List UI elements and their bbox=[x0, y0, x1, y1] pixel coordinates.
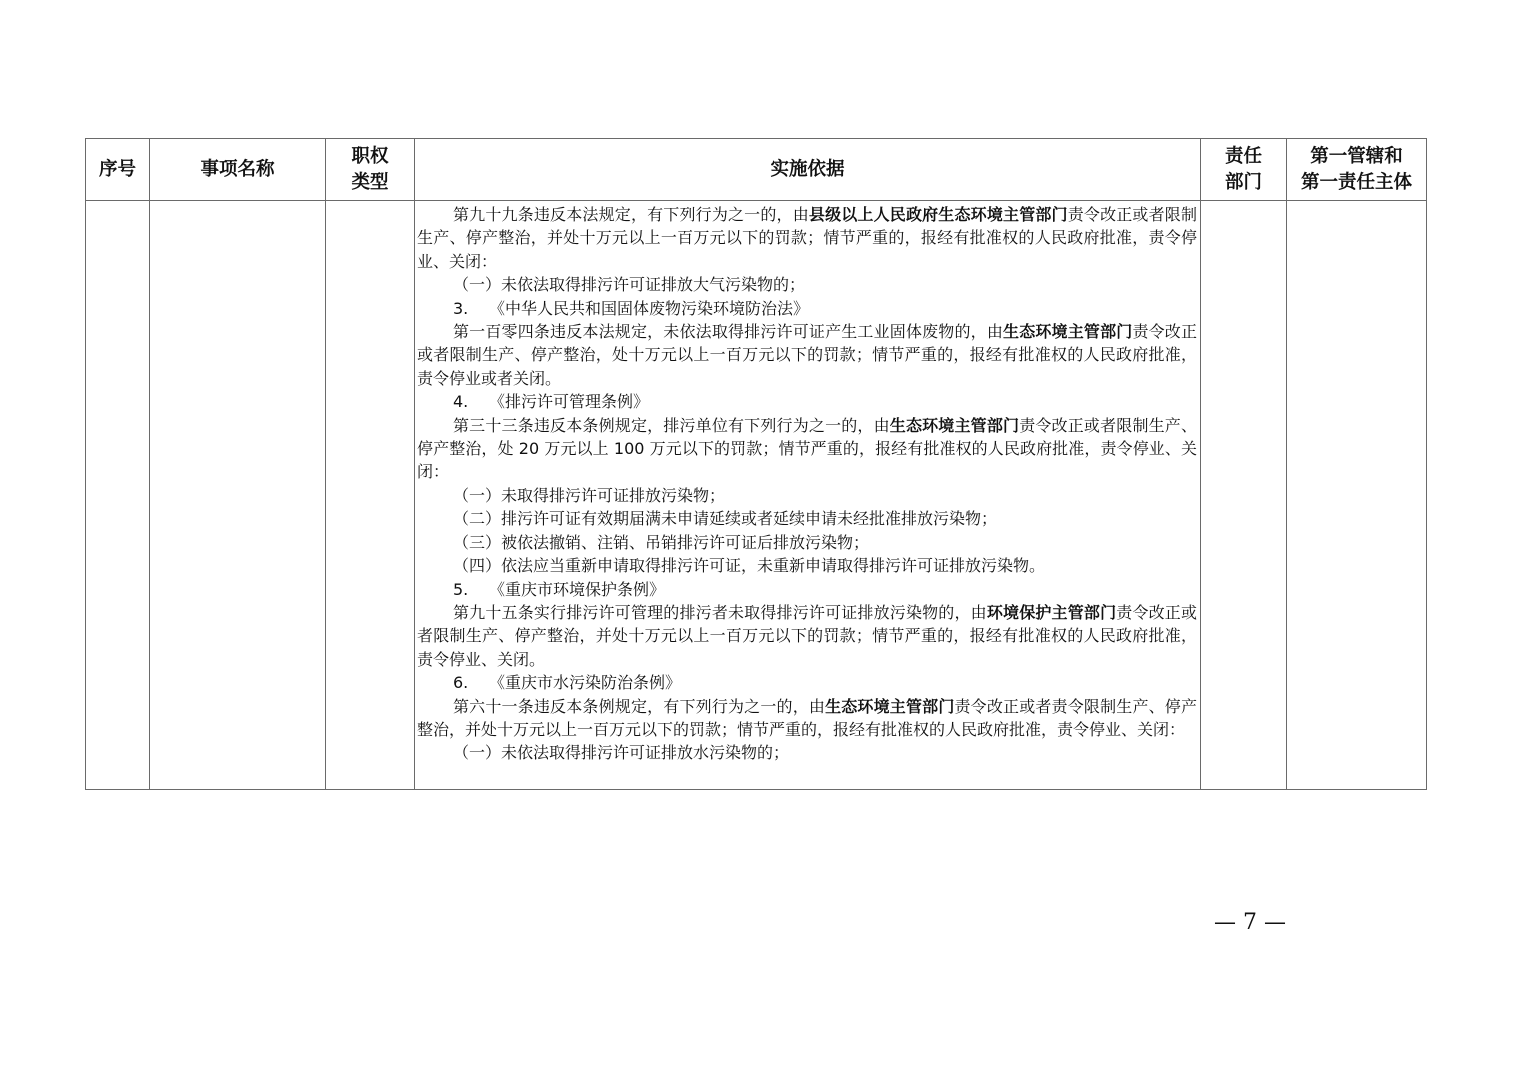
header-dept-line1: 责任 bbox=[1224, 145, 1262, 167]
article-text: （一）未依法取得排污许可证排放水污染物的； bbox=[453, 743, 790, 763]
header-item-name: 事项名称 bbox=[150, 139, 326, 201]
law-source-title: 《中华人民共和国固体废物污染环境防治法》 bbox=[489, 298, 810, 318]
article-text: （一）未依法取得排污许可证排放大气污染物的； bbox=[453, 275, 806, 295]
law-article-paragraph bbox=[417, 320, 1197, 390]
responsible-authority-text: 县级以上人民政府生态环境主管部门 bbox=[808, 205, 1068, 224]
article-text: （一）未取得排污许可证排放污染物； bbox=[453, 485, 726, 505]
law-article-paragraph bbox=[417, 695, 1197, 742]
law-article-paragraph bbox=[417, 507, 1197, 530]
law-source-heading bbox=[417, 390, 1197, 413]
header-subject bbox=[1287, 139, 1427, 201]
law-source-number: 6. bbox=[453, 673, 469, 693]
law-article-paragraph bbox=[417, 484, 1197, 507]
law-source-title: 《重庆市水污染防治条例》 bbox=[489, 673, 682, 693]
cell-item-name bbox=[150, 201, 326, 790]
header-power-type-line2: 类型 bbox=[351, 171, 389, 193]
article-text: 责令改正或者责令限制生产、停产整治，并处十万元以上一百万元以下的罚款；情节严重的，报经有批准权的人民政府批准，责令停业、关闭： bbox=[417, 696, 1197, 739]
header-basis: 实施依据 bbox=[415, 139, 1201, 201]
law-source-heading bbox=[417, 297, 1197, 320]
responsible-authority-text: 生态环境主管部门 bbox=[1003, 322, 1133, 342]
law-article-paragraph bbox=[417, 273, 1197, 296]
cell-power-type bbox=[326, 201, 415, 790]
article-text: 责令改正或者限制生产、停产整治，并处十万元以上一百万元以下的罚款；情节严重的，报经有批准权的人民政府批准，责令停业、关闭： bbox=[417, 205, 1197, 271]
law-source-number: 4. bbox=[453, 392, 469, 412]
cell-dept bbox=[1201, 201, 1287, 790]
header-subject-line1: 第一管辖和 bbox=[1310, 145, 1403, 167]
law-source-number: 3. bbox=[453, 298, 469, 318]
law-source-number: 5. bbox=[453, 579, 469, 599]
responsible-authority-text: 生态环境主管部门 bbox=[825, 696, 955, 716]
article-text: 第九十九条违反本法规定，有下列行为之一的，由 bbox=[453, 205, 809, 224]
article-text: 第六十一条违反本条例规定，有下列行为之一的，由 bbox=[453, 696, 826, 716]
article-text: （四）依法应当重新申请取得排污许可证，未重新申请取得排污许可证排放污染物。 bbox=[453, 556, 1046, 576]
cell-seq bbox=[86, 201, 150, 790]
table-header-row bbox=[86, 139, 1427, 201]
law-article-paragraph bbox=[417, 414, 1197, 484]
responsible-authority-text: 环境保护主管部门 bbox=[986, 602, 1117, 622]
header-subject-line2: 第一责任主体 bbox=[1300, 171, 1412, 193]
header-dept-line2: 部门 bbox=[1224, 171, 1262, 193]
article-text: 责令改正或者限制生产、停产整治，并处十万元以上一百万元以下的罚款；情节严重的，报经有批准权的人民政府批准，责令停业、关闭。 bbox=[417, 602, 1197, 669]
header-dept bbox=[1201, 139, 1287, 201]
law-source-heading bbox=[417, 578, 1197, 601]
article-text: 第九十五条实行排污许可管理的排污者未取得排污许可证排放污染物的，由 bbox=[453, 602, 987, 622]
article-text: （二）排污许可证有效期届满未申请延续或者延续申请未经批准排放污染物； bbox=[453, 509, 998, 529]
law-article-paragraph bbox=[417, 203, 1197, 273]
law-source-title: 《排污许可管理条例》 bbox=[489, 392, 650, 412]
article-text: （三）被依法撤销、注销、吊销排污许可证后排放污染物； bbox=[453, 532, 870, 552]
article-text: 责令改正或者限制生产、停产整治，处 20 万元以上 100 万元以下的罚款；情节严重的，报经有批准权的人民政府批准，责令停业、关闭： bbox=[417, 415, 1197, 482]
responsible-authority-text: 生态环境主管部门 bbox=[889, 415, 1020, 435]
cell-basis bbox=[415, 201, 1201, 790]
header-power-type bbox=[326, 139, 415, 201]
article-text: 第一百零四条违反本法规定，未依法取得排污许可证产生工业固体废物的，由 bbox=[453, 322, 1004, 342]
cell-subject bbox=[1287, 201, 1427, 790]
article-text: 责令改正或者限制生产、停产整治，处十万元以上一百万元以下的罚款；情节严重的，报经有批准权的人民政府批准，责令停业或者关闭。 bbox=[417, 322, 1197, 388]
article-text: 第三十三条违反本条例规定，排污单位有下列行为之一的，由 bbox=[453, 415, 890, 435]
law-basis-table bbox=[85, 138, 1427, 790]
law-source-title: 《重庆市环境保护条例》 bbox=[489, 579, 666, 599]
law-article-paragraph bbox=[417, 601, 1197, 671]
law-source-heading bbox=[417, 671, 1197, 694]
header-seq: 序号 bbox=[86, 139, 150, 201]
law-article-paragraph bbox=[417, 531, 1197, 554]
page-number: — 7 — bbox=[1214, 910, 1286, 935]
law-article-paragraph bbox=[417, 741, 1197, 764]
header-power-type-line1: 职权 bbox=[351, 145, 389, 167]
law-article-paragraph bbox=[417, 554, 1197, 577]
table-row bbox=[86, 201, 1427, 790]
